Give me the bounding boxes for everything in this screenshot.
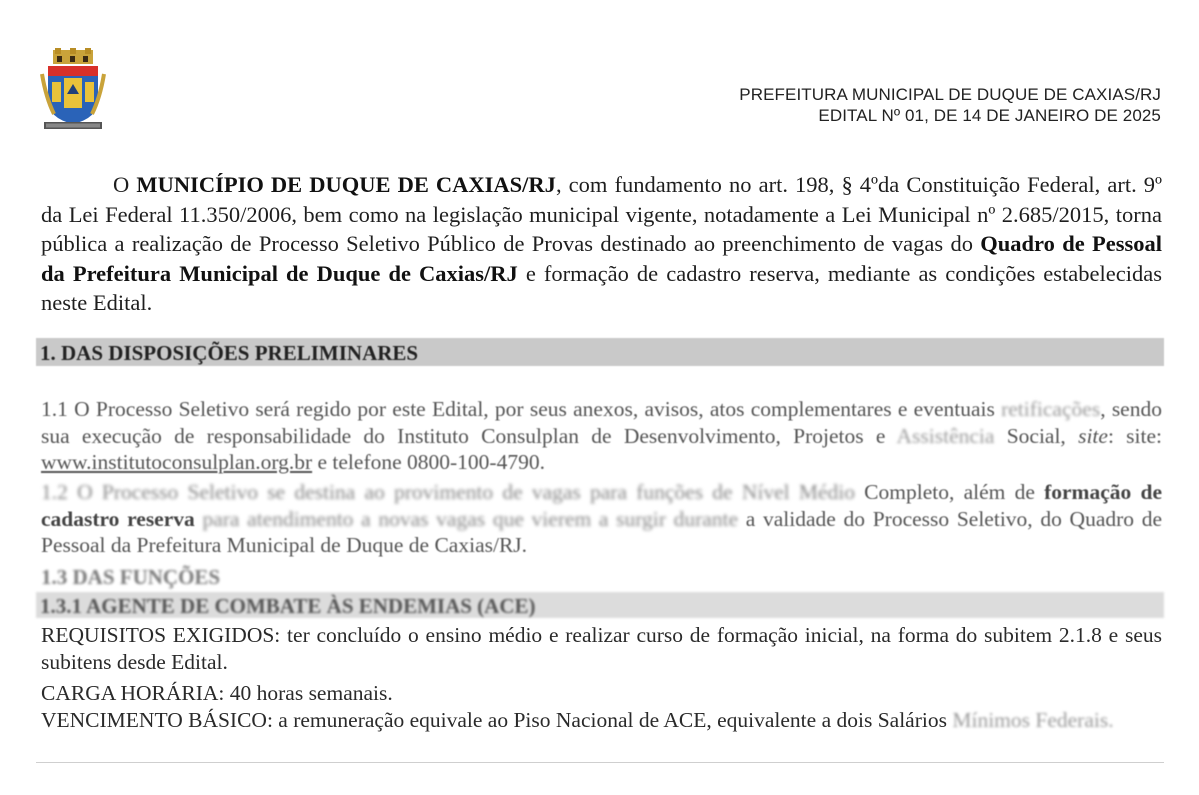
subsection-1-3-1-heading: 1.3.1 AGENTE DE COMBATE ÀS ENDEMIAS (ACE) xyxy=(36,592,1164,618)
p12-text-e: a validade do Processo Seletivo, do Quadro de Pessoal da Prefeitura Municipal de Duque de Caxias/RJ. xyxy=(41,506,1162,557)
header-line-1: PREFEITURA MUNICIPAL DE DUQUE DE CAXIAS/RJ xyxy=(739,85,1161,104)
subsection-1-3-heading: 1.3 DAS FUNÇÕES xyxy=(41,565,221,589)
paragraph-1-1 xyxy=(41,396,1162,476)
p12-text-bold: formação de cadastro reserva xyxy=(41,480,1162,531)
p11-text-g: : site: xyxy=(1107,423,1162,448)
p12-text-b: Completo, além de xyxy=(854,480,1045,504)
intro-paragraph xyxy=(41,170,1162,318)
vencimento-text-a: VENCIMENTO BÁSICO: a remuneração equivale ao Piso Nacional de ACE, equivalente a dois Salários xyxy=(41,708,953,732)
intro-bold-municipio: MUNICÍPIO DE DUQUE DE CAXIAS/RJ xyxy=(136,172,556,197)
p11-text-site-italic: site xyxy=(1078,423,1108,448)
institute-website-link[interactable]: www.institutoconsulplan.org.br xyxy=(41,450,313,474)
p11-text-b: retificações xyxy=(1001,397,1101,421)
p11-text-c: , sendo sua execução de responsabilidade do Instituto Consulplan de Desenvolvimento, Projetos e xyxy=(41,397,1162,448)
section-1-heading: 1. DAS DISPOSIÇÕES PRELIMINARES xyxy=(36,338,1164,366)
p12-text-a: 1.2 O Processo Seletivo se destina ao provimento de vagas para funções de Nível Médio xyxy=(41,480,855,504)
p12-text-d: para atendimento a novas vagas que vierem a surgir durante xyxy=(194,506,739,531)
intro-bold-quadro: Quadro de Pessoal da Prefeitura Municipal de Duque de Caxias/RJ xyxy=(41,231,1162,286)
p11-text-d: Assistência xyxy=(896,423,995,448)
p11-text-i: e telefone 0800-100-4790. xyxy=(312,450,545,474)
vencimento-text-b: Mínimos Federais. xyxy=(952,708,1114,732)
vencimento-paragraph xyxy=(41,707,1162,734)
coat-of-arms-logo xyxy=(40,48,106,132)
intro-text-2: , com fundamento no art. 198, § 4ºda Constituição Federal, art. 9º da Lei Federal 11.350/2006, bem como na legislação municipal vigente, notadamente a Lei Municipal nº 2.685/2015, torna pública a realização de Processo Seletivo Público de Provas destinado ao preenchimento de vagas do xyxy=(41,172,1162,256)
paragraph-1-2 xyxy=(41,479,1162,559)
intro-text-1: O xyxy=(113,172,137,197)
requisitos-paragraph: REQUISITOS EXIGIDOS: ter concluído o ensino médio e realizar curso de formação inicial, na forma do subitem 2.1.8 e seus subitens desde Edital. xyxy=(41,623,1162,674)
intro-text-3: e formação de cadastro reserva, mediante as condições estabelecidas neste Edital. xyxy=(41,260,1162,315)
p11-text-e: Social, xyxy=(994,423,1079,448)
p11-text-a: 1.1 O Processo Seletivo será regido por este Edital, por seus anexos, avisos, atos complementares e eventuais xyxy=(41,397,1002,421)
carga-horaria-paragraph: CARGA HORÁRIA: 40 horas semanais. xyxy=(41,681,393,705)
header-line-2: EDITAL Nº 01, DE 14 DE JANEIRO DE 2025 xyxy=(818,106,1161,125)
bottom-divider xyxy=(36,762,1164,763)
document-header xyxy=(739,84,1161,126)
